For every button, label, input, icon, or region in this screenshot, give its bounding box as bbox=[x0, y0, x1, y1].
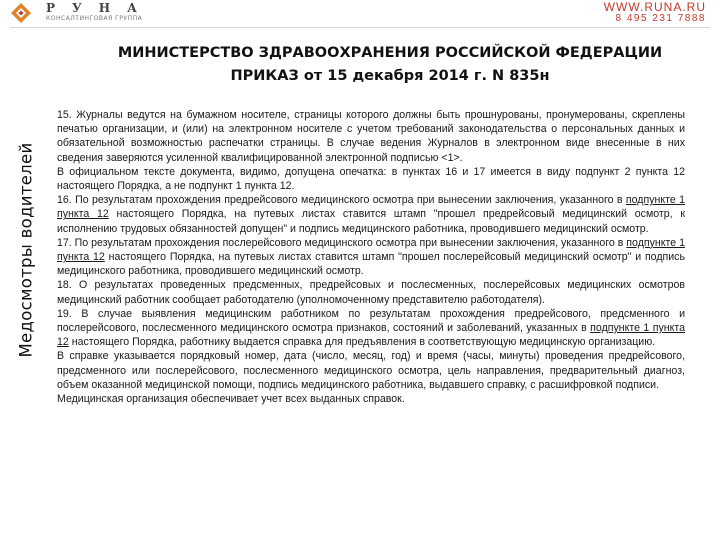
contact-block bbox=[604, 1, 706, 25]
logo-wordmark: РУНА bbox=[46, 1, 154, 15]
header-divider bbox=[10, 27, 710, 28]
paragraph-17-text-a: 17. По результатам прохождения послерейсового медицинского осмотра при вынесении заключения, указанного в bbox=[57, 236, 627, 249]
document-body bbox=[57, 108, 685, 406]
paragraph-17 bbox=[57, 236, 685, 279]
paragraph-19-link[interactable]: подпункте 1 пункта 12 bbox=[57, 322, 685, 349]
logo-subtitle: КОНСАЛТИНГОВАЯ ГРУППА bbox=[46, 15, 143, 22]
paragraph-16-text-a: 16. По результатам прохождения предрейсового медицинского осмотра при вынесении заключения, указанного в bbox=[57, 194, 626, 207]
paragraph-16-link[interactable]: подпункте 1 пункта 12 bbox=[57, 194, 685, 221]
paragraph-16 bbox=[57, 193, 685, 236]
order-title: ПРИКАЗ от 15 декабря 2014 г. N 835н bbox=[230, 68, 550, 84]
page-header bbox=[0, 0, 720, 26]
editorial-note: В официальном тексте документа, видимо, допущена опечатка: в пунктах 16 и 17 имеется в виду подпункт 2 пункта 12 настоящего Порядка, а не подпункт 1 пункта 12. bbox=[57, 165, 685, 193]
sidebar-label-text: Медосмотры водителей bbox=[16, 142, 36, 358]
paragraph-19-text-a: 19. В случае выявления медицинским работником по результатам прохождения предрейсового, предсменного и послерейсового, послесменного медицинского осмотра признаков, состояний и заболеваний, указанных в bbox=[57, 307, 685, 335]
paragraph-17-text-b: настоящего Порядка, на путевых листах ставится штамп "прошел послерейсовый медицинский осмотр" и подпись медицинского работника, проводившего медицинский осмотр. bbox=[57, 251, 685, 278]
paragraph-19-certificate: В справке указывается порядковый номер, дата (число, месяц, год) и время (часы, минуты) проведения предрейсового, предсменного или послерейсового, послесменного медицинского осмотра, цель направления, предварительный диагноз, объем оказанной медицинской помощи, подпись медицинского работника, выдавшего справку, с расшифровкой подписи. bbox=[57, 350, 685, 391]
paragraph-19-accounting: Медицинская организация обеспечивает учет всех выданных справок. bbox=[57, 393, 405, 406]
paragraph-15: 15. Журналы ведутся на бумажном носителе, страницы которого должны быть прошнурованы, пронумерованы, скреплены печатью организации, и (или) на электронном носителе с учетом требований законодательства о персональных данных и обязательной возможностью распечатки страницы. В случае ведения Журналов в электронном виде внесенные в них сведения заверяются усиленной квалифицированной электронной подписью <1>. bbox=[57, 109, 685, 164]
paragraph-19 bbox=[57, 307, 685, 350]
ministry-title: МИНИСТЕРСТВО ЗДРАВООХРАНЕНИЯ РОССИЙСКОЙ ФЕДЕРАЦИИ bbox=[117, 45, 663, 61]
phone-number: 8 495 231 7888 bbox=[615, 13, 706, 24]
paragraph-18: 18. О результатах проведенных предсменных, предрейсовых и послесменных, послерейсовых медицинских осмотров медицинский работник сообщает работодателю (уполномоченному представителю работодателя). bbox=[57, 279, 685, 306]
runa-logo-icon bbox=[10, 2, 32, 24]
paragraph-16-text-b: настоящего Порядка, на путевых листах ставится штамп "прошел предрейсовый медицинский осмотр, к исполнению трудовых обязанностей допущен" и подпись медицинского работника, проводившего медицинский осмотр. bbox=[57, 208, 685, 235]
website-link[interactable]: WWW.RUNA.RU bbox=[603, 0, 706, 14]
paragraph-17-link[interactable]: подпункте 1 пункта 12 bbox=[57, 236, 685, 264]
paragraph-19-text-b: настоящего Порядка, работнику выдается справка для предъявления в соответствующую медицинскую организацию. bbox=[68, 336, 656, 349]
vertical-sidebar-label bbox=[6, 80, 46, 420]
